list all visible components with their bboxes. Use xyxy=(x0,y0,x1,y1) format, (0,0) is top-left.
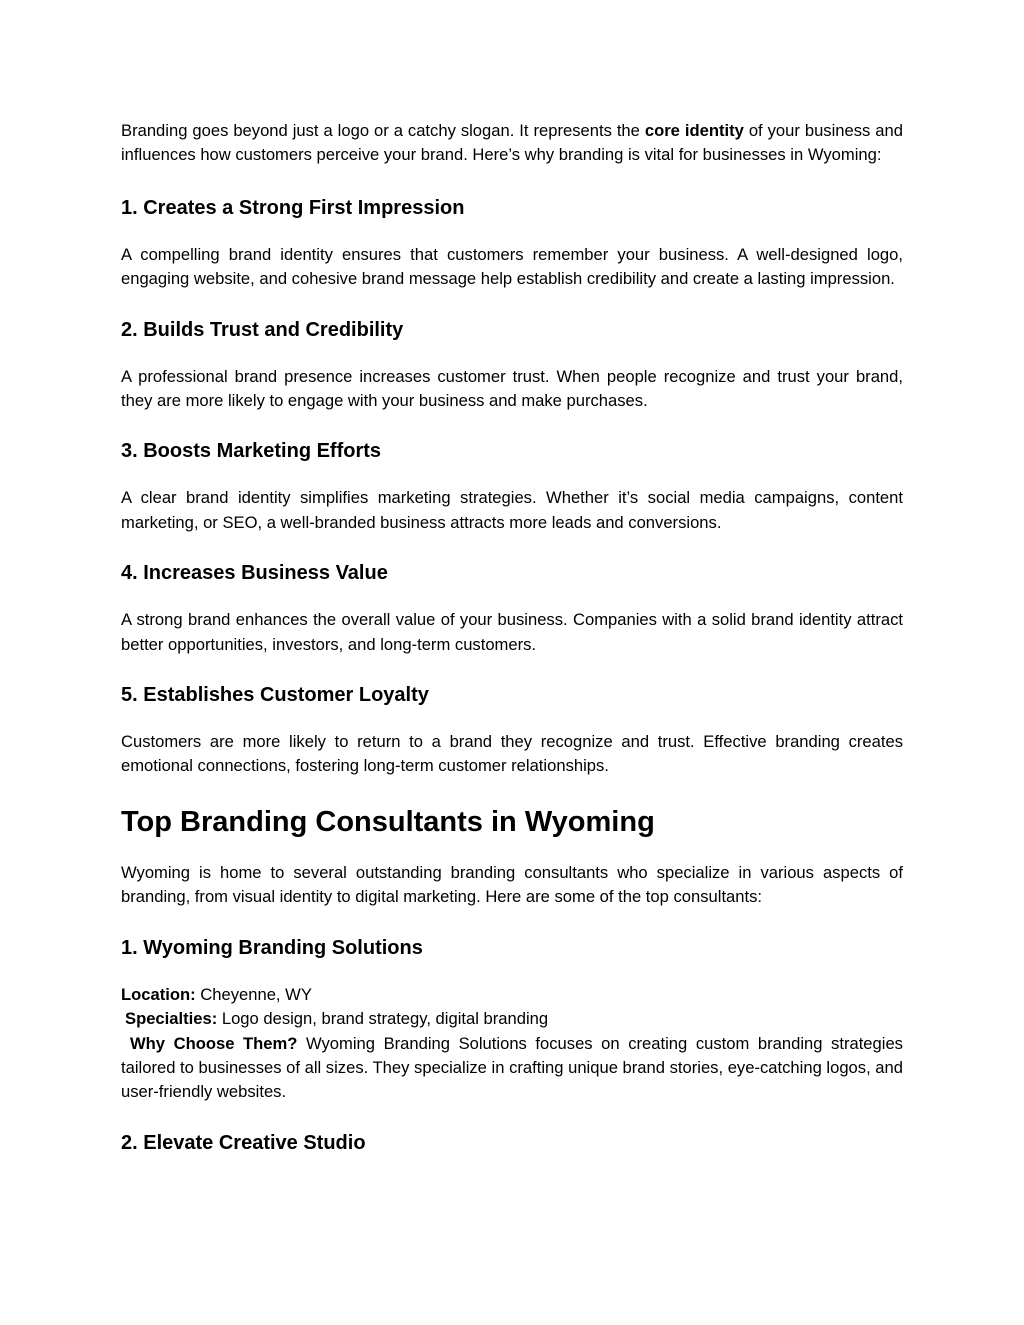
location-label: Location: xyxy=(121,984,196,1004)
consultant-details-1 xyxy=(121,983,903,1105)
intro-text-before: Branding goes beyond just a logo or a catchy slogan. It represents the xyxy=(121,121,645,140)
consultant-location xyxy=(121,983,903,1007)
consultant-why xyxy=(121,1034,903,1102)
reason-body-2: A professional brand presence increases customer trust. When people recognize and trust your brand, they are more likely to engage with your business and make purchases. xyxy=(121,366,903,411)
reason-heading-4: 4. Increases Business Value xyxy=(121,562,388,585)
reason-body-3: A clear brand identity simplifies marketing strategies. Whether it’s social media campaigns, content marketing, or SEO, a well-branded business attracts more leads and conversions. xyxy=(121,488,903,532)
intro-text-after: of your business and influences how customers perceive your brand. Here’s why branding is vital for businesses in Wyoming: xyxy=(121,121,903,165)
reason-heading-1: 1. Creates a Strong First Impression xyxy=(121,196,465,219)
why-value: Wyoming Branding Solutions focuses on creating custom branding strategies tailored to businesses of all sizes. They specialize in crafting unique brand stories, eye-catching logos, and user-friendly websites. xyxy=(121,1033,903,1102)
intro-paragraph xyxy=(121,119,903,168)
consultant-heading-1: 1. Wyoming Branding Solutions xyxy=(121,936,423,959)
consultants-section-intro: Wyoming is home to several outstanding branding consultants who specialize in various aspects of branding, from visual identity to digital marketing. Here are some of the top consultants: xyxy=(121,862,903,907)
consultant-specialties xyxy=(121,1007,903,1031)
reason-heading-5: 5. Establishes Customer Loyalty xyxy=(121,684,429,707)
reason-body-1: A compelling brand identity ensures that customers remember your business. A well-designed logo, engaging website, and cohesive brand message help establish credibility and create a lasting impression. xyxy=(121,244,903,289)
intro-bold-term: core identity xyxy=(644,121,744,140)
specialties-label: Specialties: xyxy=(125,1009,218,1029)
document-page xyxy=(121,119,903,1178)
location-value: Cheyenne, WY xyxy=(195,984,312,1004)
specialties-value: Logo design, brand strategy, digital branding xyxy=(217,1009,549,1029)
consultants-section-heading: Top Branding Consultants in Wyoming xyxy=(121,805,655,838)
consultant-heading-2: 2. Elevate Creative Studio xyxy=(121,1131,366,1154)
reason-body-5: Customers are more likely to return to a brand they recognize and trust. Effective branding creates emotional connections, fostering long-term customer relationships. xyxy=(121,732,903,776)
why-label: Why Choose Them? xyxy=(130,1033,298,1053)
reason-heading-2: 2. Builds Trust and Credibility xyxy=(121,318,404,341)
reason-heading-3: 3. Boosts Marketing Efforts xyxy=(121,440,382,463)
reason-body-4: A strong brand enhances the overall value of your business. Companies with a solid brand identity attract better opportunities, investors, and long-term customers. xyxy=(121,610,903,654)
